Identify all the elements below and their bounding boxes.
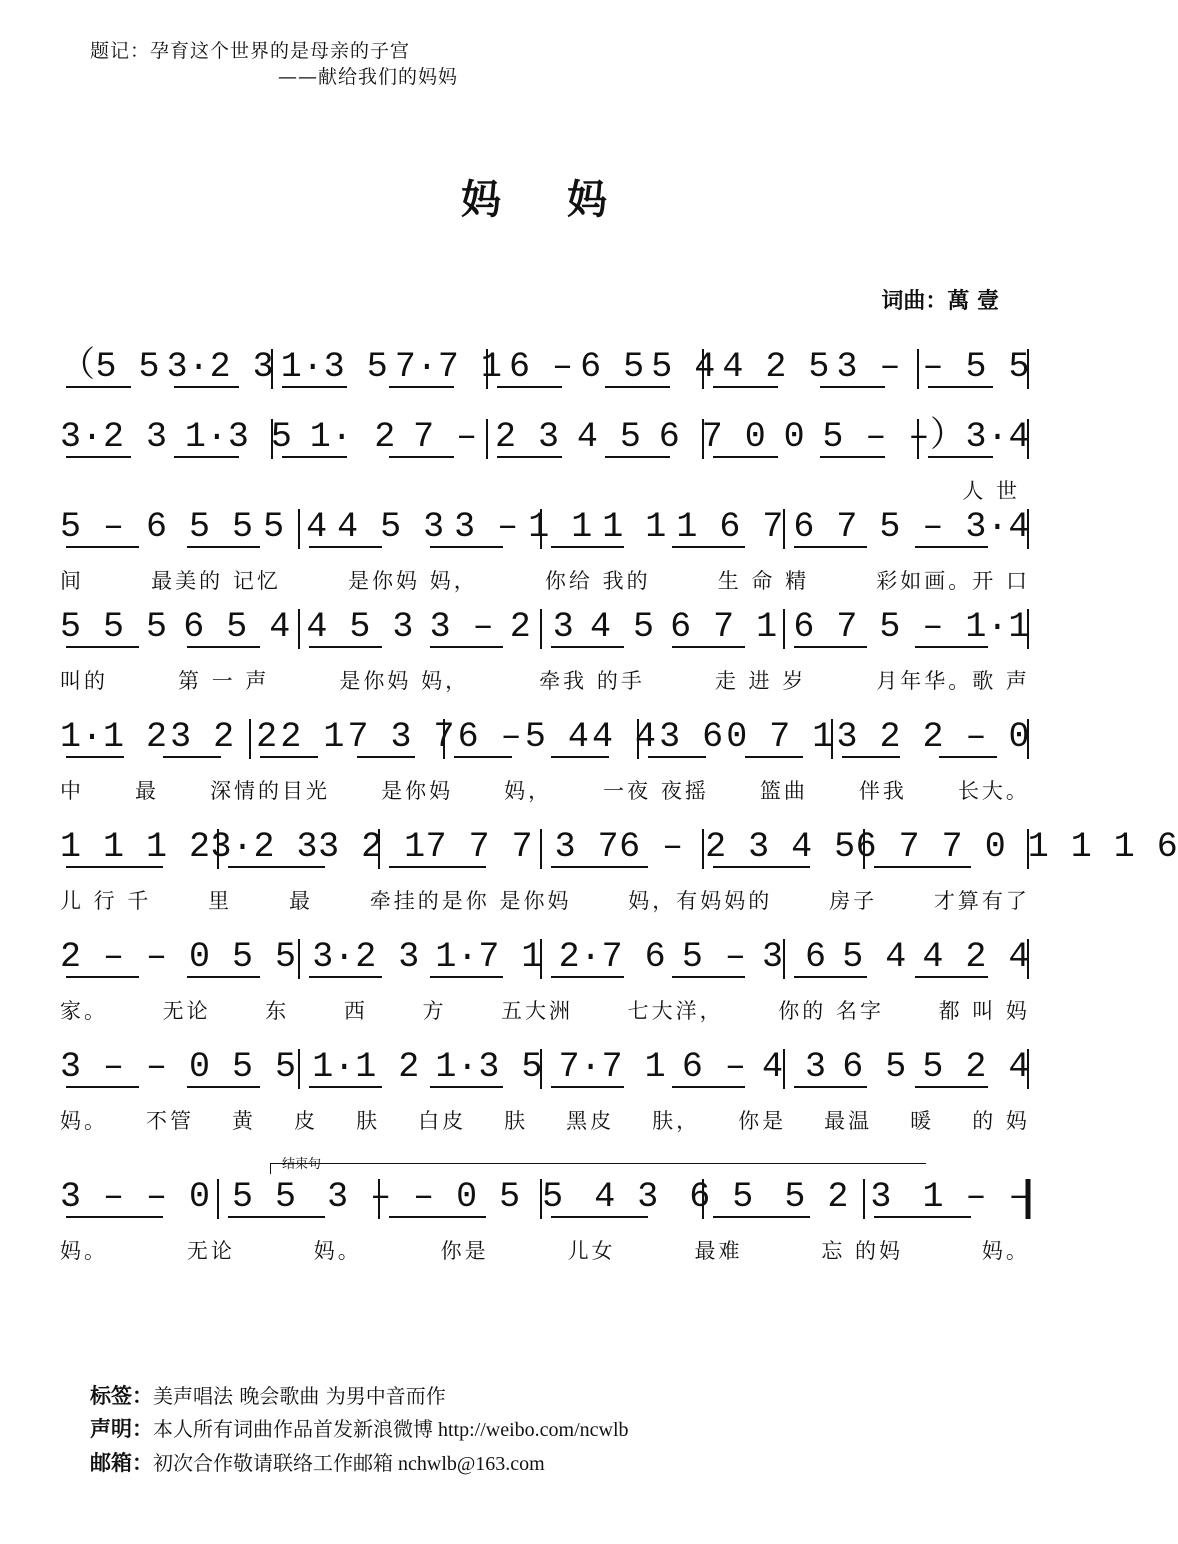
note-group: 2·7 6	[558, 937, 667, 977]
lyric-phrase: 走 进 岁	[714, 669, 807, 693]
note-group: 3 – – 0 5 5	[60, 1177, 297, 1217]
note-row	[60, 1175, 1030, 1223]
note-group: 4 3	[594, 1177, 659, 1217]
lyric-phrase: 黄	[232, 1109, 257, 1133]
lyric-phrase: 月年华。歌 声	[876, 669, 1030, 693]
notation-marks	[60, 1175, 1030, 1235]
note-group: 1 – –	[922, 1177, 1030, 1217]
lyric-row	[60, 565, 1030, 595]
statement-text: 本人所有词曲作品首发新浪微博 http://weibo.com/ncwlb	[153, 1419, 629, 1441]
lyric-phrase: 儿女	[567, 1239, 616, 1263]
note-group: 4 2 5	[722, 347, 830, 387]
note-group: 4 5 3	[337, 507, 445, 547]
lyric-phrase: 第 一 声	[178, 669, 270, 693]
note-group: 3 –	[454, 507, 519, 547]
notation-marks	[60, 715, 1030, 775]
lyric-phrase: 都 叫 妈	[938, 999, 1030, 1023]
note-group: 7 7 7 3 7	[425, 827, 620, 867]
lyric-phrase: 房子	[829, 889, 878, 913]
lyric-phrase: 你是	[738, 1109, 787, 1133]
lyric-phrase: 妈，有妈妈的	[628, 889, 773, 913]
song-title: 妈 妈	[461, 176, 633, 223]
note-group: 6 5	[842, 1047, 907, 1087]
note-group: 3·2 3	[60, 417, 168, 457]
tags-text: 美声唱法 晚会歌曲 为男中音而作	[153, 1384, 446, 1408]
note-group: 5 – –）3·4	[822, 417, 1030, 457]
note-group: 3 –	[429, 607, 495, 647]
lyric-phrase: 深情的目光	[210, 779, 331, 803]
lyric-phrase: 儿 行 千	[60, 889, 152, 913]
footer	[90, 1380, 629, 1481]
note-group: 6 – 2 3 4 5	[619, 827, 856, 867]
lyric-phrase: 暖	[910, 1109, 935, 1133]
lyric-phrase: 篮曲	[759, 779, 808, 803]
ending-bracket	[270, 1163, 926, 1174]
dedication	[90, 38, 458, 90]
lyric-row	[60, 775, 1030, 805]
note-group: 7 3 7	[347, 717, 456, 757]
note-group: 5 4	[524, 717, 590, 757]
note-group: 3 6	[762, 937, 827, 977]
note-group: 6 5 4	[183, 607, 291, 647]
note-group: 1 1 1 2	[60, 827, 211, 867]
note-group: 1·1 2	[312, 1047, 420, 1087]
note-group: 2 3	[494, 417, 560, 457]
note-group: 4 3	[762, 1047, 827, 1087]
note-row	[60, 1045, 1030, 1093]
notation-marks	[60, 415, 1030, 475]
note-group: 5 4	[651, 347, 716, 387]
lyric-phrase: 五大洲	[501, 999, 574, 1023]
notation-marks	[60, 825, 1030, 885]
note-group: 1 1	[602, 507, 667, 547]
note-group: 5 2 4	[922, 1047, 1030, 1087]
note-group: 1·7 1	[435, 937, 543, 977]
note-group: 5 4	[263, 507, 328, 547]
lyric-phrase: 妈。	[60, 1239, 108, 1263]
lyric-phrase: 最温	[824, 1109, 873, 1133]
note-group: 2 – – 0 5 5	[60, 937, 297, 977]
note-group: 7 –	[413, 417, 478, 457]
note-row	[60, 605, 1030, 653]
lyric-phrase: 七大洋，	[627, 999, 724, 1023]
note-group: 3 2 2	[170, 717, 278, 757]
note-group: 6 7 0	[658, 417, 767, 457]
notation-marks	[60, 505, 1030, 565]
lyric-phrase: 生 命 精	[717, 569, 810, 593]
lyric-phrase: 伴我	[858, 779, 907, 803]
note-group: 6 5	[580, 347, 645, 387]
lyric-phrase: 肤	[504, 1109, 529, 1133]
note-group: 5 –	[681, 937, 747, 977]
lyric-phrase: 西	[343, 999, 368, 1023]
lyric-phrase: 彩如画。开 口	[876, 569, 1030, 593]
lyric-phrase: 白皮	[418, 1109, 467, 1133]
lyric-phrase: 无论	[186, 1239, 235, 1263]
note-group: 7·7 1	[394, 347, 503, 387]
note-group: 3 2 1	[318, 827, 426, 867]
note-group: 2 1	[280, 717, 345, 757]
tags-label: 标签：	[90, 1384, 153, 1408]
lyric-phrase: 最	[288, 889, 313, 913]
lyric-phrase: 妈，	[504, 779, 553, 803]
lyric-phrase: 妈。	[313, 1239, 362, 1263]
notation-marks	[60, 605, 1030, 665]
note-group: 6 7 5 – 3·4	[793, 507, 1030, 547]
note-row	[60, 825, 1178, 873]
lyric-phrase: 妈。	[981, 1239, 1030, 1263]
note-group: 0	[783, 417, 806, 457]
lyric-phrase: 是你妈 妈，	[339, 669, 470, 693]
note-group: 1 6 7	[676, 507, 784, 547]
lyric-phrase: 叫的	[60, 669, 108, 693]
note-group: 3 – – 5 5	[836, 347, 1030, 387]
note-group: 1·1 2	[60, 717, 168, 757]
note-group: 1· 2	[309, 417, 396, 457]
statement-row	[90, 1413, 629, 1447]
note-group: 5 – 6 5 5	[60, 507, 254, 547]
lyric-row	[60, 1105, 1030, 1135]
lyric-phrase: 你给 我的	[544, 569, 651, 593]
lyric-phrase: 牵我 的手	[539, 669, 645, 693]
email-text: 初次合作敬请联络工作邮箱 nchwlb@163.com	[153, 1453, 545, 1475]
note-group: 6 –	[457, 717, 523, 757]
lyric-phrase: 肤	[356, 1109, 381, 1133]
lyric-phrase: 肤，	[652, 1109, 701, 1133]
note-row	[60, 505, 1030, 553]
note-row	[60, 715, 1030, 763]
lyric-phrase: 东	[265, 999, 290, 1023]
note-group: 6 –	[681, 1047, 747, 1087]
note-row	[60, 345, 1030, 393]
note-group: 5 2 3	[784, 1177, 892, 1217]
email-row	[90, 1447, 629, 1481]
note-group: 1·3 5	[435, 1047, 543, 1087]
note-group: 4 4	[591, 717, 657, 757]
lyric-phrase: 里	[208, 889, 233, 913]
note-group: 5 5 5	[60, 607, 168, 647]
lyric-phrase: 一夜 夜摇	[603, 779, 709, 803]
lyric-phrase: 是你妈	[381, 779, 454, 803]
lyric-phrase: 人 世	[962, 479, 1020, 503]
email-label: 邮箱：	[90, 1451, 153, 1475]
note-group: 3 – – 0 5 5	[327, 1177, 564, 1217]
note-group: 4 5	[576, 417, 642, 457]
note-group: 0 7 1	[726, 717, 834, 757]
note-group: 6 7 1	[670, 607, 778, 647]
note-group: 6 7 5 – 1·1	[793, 607, 1030, 647]
notation-marks	[60, 935, 1030, 995]
note-group: 1·3 5	[184, 417, 293, 457]
lyric-phrase: 最美的 记忆	[151, 569, 281, 593]
lyric-phrase: 忘 的妈	[821, 1239, 904, 1263]
note-group: 1·3 5	[280, 347, 389, 387]
notation-marks	[60, 1045, 1030, 1105]
note-group: 3·2 3	[312, 937, 420, 977]
lyric-row	[60, 995, 1030, 1025]
lyric-phrase: 中	[60, 779, 84, 803]
lyric-row	[60, 1235, 1030, 1265]
note-group: 5 4	[842, 937, 907, 977]
lyric-phrase: 你的 名字	[778, 999, 884, 1023]
note-group: 3 – – 0 5 5	[60, 1047, 297, 1087]
lyric-phrase: 长大。	[957, 779, 1030, 803]
lyric-row	[60, 475, 1030, 505]
dedication-line-2: ——献给我们的妈妈	[278, 66, 459, 88]
lyric-phrase: 妈。	[60, 1109, 108, 1133]
lyric-phrase: 无论	[162, 999, 211, 1023]
lyric-phrase: 黑皮	[566, 1109, 615, 1133]
note-group: 3·2 3	[210, 827, 319, 867]
tags-row	[90, 1380, 629, 1413]
lyric-phrase: 你是	[440, 1239, 489, 1263]
note-row	[60, 935, 1030, 983]
notation-marks	[60, 345, 1030, 405]
lyric-phrase: 皮	[294, 1109, 319, 1133]
lyric-phrase: 才算有了	[933, 889, 1030, 913]
lyric-row	[60, 665, 1030, 695]
statement-label: 声明：	[90, 1417, 153, 1441]
dedication-line-1: 题记：孕育这个世界的是母亲的子宫	[90, 40, 411, 62]
ending-label: 结束句	[282, 1157, 322, 1172]
lyric-phrase: 牵挂的是你 是你妈	[369, 889, 572, 913]
note-group: 3 2 2 – 0	[836, 717, 1030, 757]
lyric-phrase: 的 妈	[972, 1109, 1030, 1133]
note-group: 4 5	[589, 607, 655, 647]
note-group: 6 7 7 0 1 1 1 6	[855, 827, 1178, 867]
lyric-phrase: 家。	[60, 999, 108, 1023]
note-group: 3·2 3	[166, 347, 275, 387]
note-row	[60, 415, 1030, 463]
lyric-row	[60, 885, 1030, 915]
note-group: 2 3	[509, 607, 575, 647]
lyric-phrase: 最难	[694, 1239, 743, 1263]
note-group: 6 –	[508, 347, 574, 387]
lyric-phrase: 不管	[146, 1109, 195, 1133]
author-credit: 词曲：萬 壹	[881, 288, 999, 314]
note-group: 3 6	[659, 717, 724, 757]
lyric-phrase: 方	[422, 999, 447, 1023]
lyric-phrase: 是你妈 妈，	[348, 569, 478, 593]
note-group: 4 5 3	[306, 607, 414, 647]
note-group: （5 5	[60, 347, 161, 387]
note-group: 6 5	[689, 1177, 754, 1217]
note-group: 4 2 4	[922, 937, 1030, 977]
lyric-phrase: 间	[60, 569, 84, 593]
lyric-phrase: 最	[135, 779, 160, 803]
note-group: 1 1	[528, 507, 593, 547]
note-group: 7·7 1	[558, 1047, 667, 1087]
